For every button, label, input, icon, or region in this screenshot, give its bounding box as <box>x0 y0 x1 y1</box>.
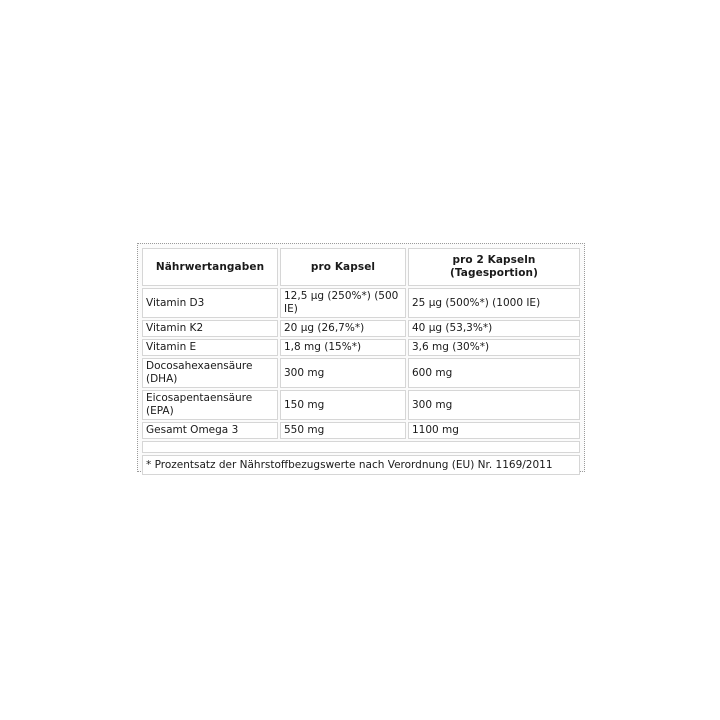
nutrition-table <box>140 246 582 477</box>
header-per-capsule: pro Kapsel <box>280 248 406 286</box>
header-per-2-capsules-line1: pro 2 Kapseln <box>452 254 536 266</box>
per-2-capsules-value: 1100 mg <box>408 422 580 439</box>
nutrient-name: Vitamin D3 <box>142 288 278 318</box>
per-capsule-value: 300 mg <box>280 358 406 388</box>
nutrient-name: Eicosapentaensäure (EPA) <box>142 390 278 420</box>
header-per-2-capsules <box>408 248 580 286</box>
nutrient-name: Vitamin E <box>142 339 278 356</box>
table-row <box>142 358 580 388</box>
table-row <box>142 422 580 439</box>
footnote-row <box>142 455 580 475</box>
table-header-row <box>142 248 580 286</box>
nutrient-name: Docosahexaensäure (DHA) <box>142 358 278 388</box>
table-row <box>142 320 580 337</box>
per-capsule-value: 550 mg <box>280 422 406 439</box>
per-2-capsules-value: 300 mg <box>408 390 580 420</box>
table-row <box>142 288 580 318</box>
per-capsule-value: 12,5 µg (250%*) (500 IE) <box>280 288 406 318</box>
table-row <box>142 339 580 356</box>
per-2-capsules-value: 600 mg <box>408 358 580 388</box>
per-2-capsules-value: 3,6 mg (30%*) <box>408 339 580 356</box>
per-2-capsules-value: 25 µg (500%*) (1000 IE) <box>408 288 580 318</box>
per-capsule-value: 1,8 mg (15%*) <box>280 339 406 356</box>
spacer-row <box>142 441 580 453</box>
header-nutrient: Nährwertangaben <box>142 248 278 286</box>
per-2-capsules-value: 40 µg (53,3%*) <box>408 320 580 337</box>
nutrition-table-container <box>137 243 585 472</box>
footnote-text: * Prozentsatz der Nährstoffbezugswerte nach Verordnung (EU) Nr. 1169/2011 <box>142 455 580 475</box>
nutrient-name: Gesamt Omega 3 <box>142 422 278 439</box>
header-per-2-capsules-line2: (Tagesportion) <box>450 267 538 279</box>
per-capsule-value: 150 mg <box>280 390 406 420</box>
spacer-cell <box>142 441 580 453</box>
table-row <box>142 390 580 420</box>
per-capsule-value: 20 µg (26,7%*) <box>280 320 406 337</box>
nutrient-name: Vitamin K2 <box>142 320 278 337</box>
